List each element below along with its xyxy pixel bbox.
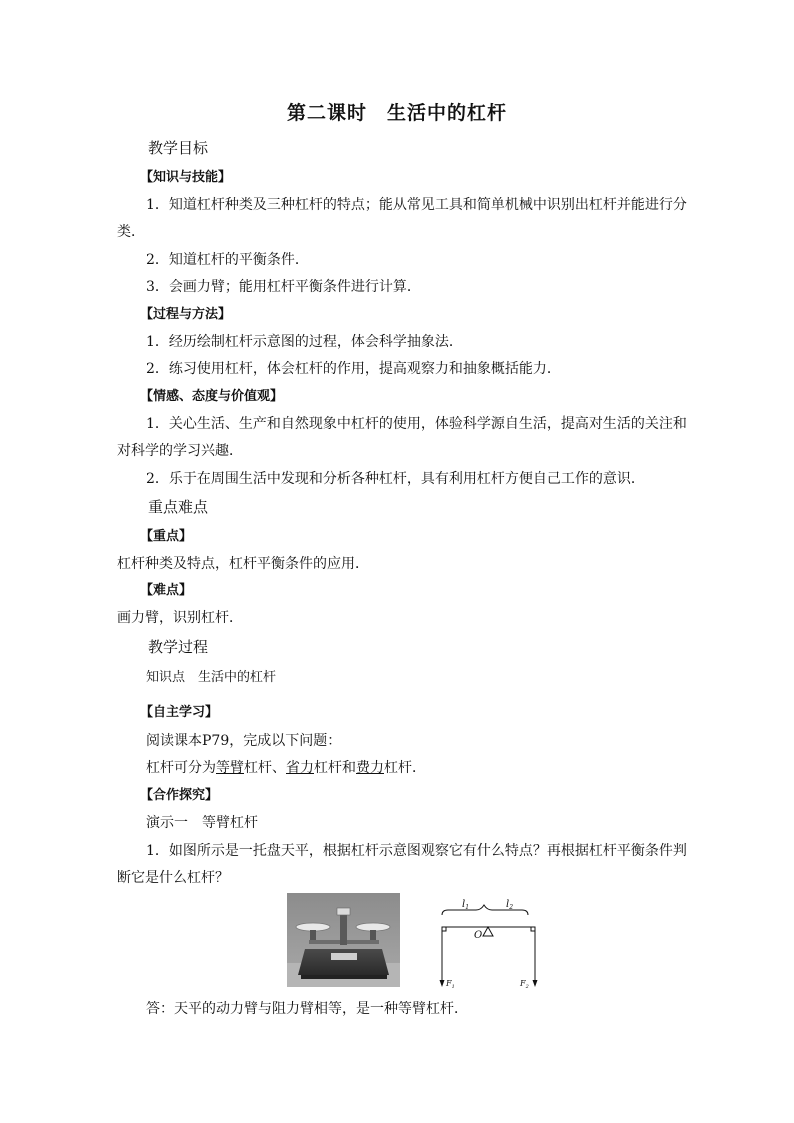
label-f1: $F_1$ bbox=[446, 979, 455, 990]
knowledge-heading: 【知识与技能】 bbox=[140, 170, 232, 185]
label-l1: $l_1$ bbox=[462, 899, 470, 911]
fill-suffix: 杠杆． bbox=[384, 760, 426, 776]
self-study-heading: 【自主学习】 bbox=[140, 705, 219, 720]
difficult-text: 画力臂，识别杠杆． bbox=[117, 610, 243, 626]
question-line-2: 断它是什么杠杆？ bbox=[117, 870, 229, 886]
key-text: 杠杆种类及特点，杠杆平衡条件的应用． bbox=[117, 556, 369, 572]
arm-brace bbox=[442, 905, 528, 915]
cooperative-heading: 【合作探究】 bbox=[140, 788, 219, 803]
blank-force-saving: 省力 bbox=[286, 760, 314, 776]
right-end-mark bbox=[531, 927, 535, 931]
knowledge-item-1-line-1: 1．知道杠杆种类及三种杠杆的特点；能从常见工具和简单机械中识别出杠杆并能进行分 bbox=[146, 197, 687, 213]
left-end-mark bbox=[442, 927, 446, 931]
key-points-heading: 重点难点 bbox=[148, 498, 209, 516]
balance-scale-photo bbox=[287, 893, 400, 987]
attitude-item-2: 2．乐于在周围生活中发现和分析各种杠杆，具有利用杠杆方便自己工作的意识． bbox=[146, 471, 645, 487]
process-method-heading: 【过程与方法】 bbox=[140, 307, 232, 322]
difficult-heading: 【难点】 bbox=[140, 583, 193, 598]
lever-diagram bbox=[432, 896, 544, 992]
force-f2-arrowhead bbox=[533, 980, 538, 987]
label-f2: $F_2$ bbox=[520, 979, 529, 990]
fill-prefix: 杠杆可分为 bbox=[146, 760, 216, 776]
demo-1-heading: 演示一 等臂杠杆 bbox=[146, 815, 258, 831]
attitude-item-1-line-1: 1．关心生活、生产和自然现象中杠杆的使用，体验科学源自生活，提高对生活的关注和 bbox=[146, 416, 687, 432]
label-o: O bbox=[474, 930, 483, 941]
blank-equal-arm: 等臂 bbox=[216, 760, 244, 776]
fill-mid-2: 杠杆和 bbox=[314, 760, 356, 776]
knowledge-item-2: 2．知道杠杆的平衡条件． bbox=[146, 252, 309, 268]
blank-force-costing: 费力 bbox=[356, 760, 384, 776]
fulcrum bbox=[483, 927, 493, 936]
self-study-text: 阅读课本P79，完成以下问题： bbox=[146, 733, 342, 749]
label-l2: $l_2$ bbox=[506, 899, 514, 911]
process-item-2: 2．练习使用杠杆，体会杠杆的作用，提高观察力和抽象概括能力． bbox=[146, 361, 561, 377]
page-title: 第二课时 生活中的杠杆 bbox=[286, 102, 507, 124]
attitude-heading: 【情感、态度与价值观】 bbox=[140, 389, 284, 404]
answer-text: 答：天平的动力臂与阻力臂相等，是一种等臂杠杆． bbox=[146, 1001, 468, 1017]
key-heading: 【重点】 bbox=[140, 529, 193, 544]
force-f1-arrowhead bbox=[440, 980, 445, 987]
fill-mid-1: 杠杆、 bbox=[244, 760, 286, 776]
knowledge-item-1-line-2: 类． bbox=[117, 224, 145, 240]
knowledge-point: 知识点 生活中的杠杆 bbox=[146, 670, 277, 685]
objectives-heading: 教学目标 bbox=[148, 139, 209, 157]
process-item-1: 1．经历绘制杠杆示意图的过程，体会科学抽象法． bbox=[146, 334, 463, 350]
lever-types-sentence bbox=[146, 758, 716, 778]
knowledge-item-3: 3．会画力臂；能用杠杆平衡条件进行计算． bbox=[146, 279, 421, 295]
question-line-1: 1．如图所示是一托盘天平，根据杠杆示意图观察它有什么特点？再根据杠杆平衡条件判 bbox=[146, 843, 687, 859]
attitude-item-1-line-2: 对科学的学习兴趣． bbox=[117, 443, 243, 459]
teaching-process-heading: 教学过程 bbox=[148, 638, 209, 656]
